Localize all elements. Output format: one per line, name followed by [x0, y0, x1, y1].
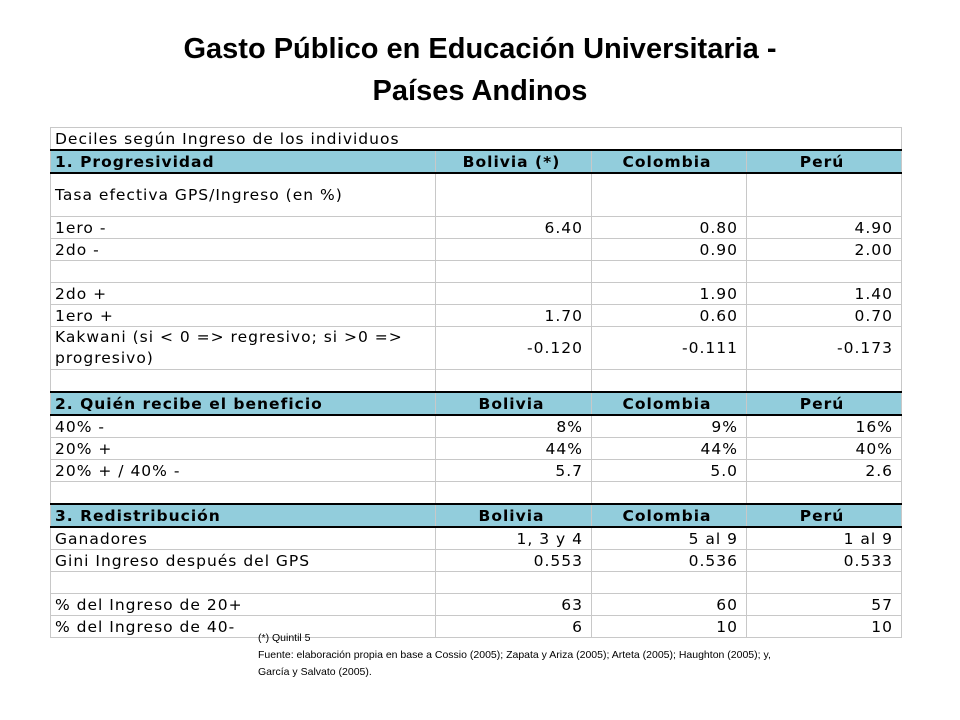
- source-note: Fuente: elaboración propia en base a Cossio (2005); Zapata y Ariza (2005); Arteta (2005); Haughton (2005); y, García y Salvato (2005).: [258, 649, 771, 678]
- table-notes: [258, 630, 778, 681]
- empty-row: [51, 572, 902, 594]
- row-label: 1ero -: [51, 217, 436, 239]
- column-header: Perú: [747, 150, 902, 173]
- table-cell: -0.120: [436, 327, 592, 370]
- table-cell: [436, 173, 592, 217]
- row-label: 20% + / 40% -: [51, 460, 436, 482]
- table-cell: [592, 261, 747, 283]
- table-cell: [747, 261, 902, 283]
- table-row: [51, 327, 902, 370]
- row-label: Tasa efectiva GPS/Ingreso (en %): [51, 173, 436, 217]
- row-label: Kakwani (si < 0 => regresivo; si >0 => progresivo): [51, 327, 436, 370]
- table-cell: [436, 239, 592, 261]
- table-cell: 4.90: [747, 217, 902, 239]
- table-cell: 0.70: [747, 305, 902, 327]
- table-cell: [592, 572, 747, 594]
- table-cell: 6: [436, 616, 592, 638]
- table-row: [51, 305, 902, 327]
- table-cell: 0.553: [436, 550, 592, 572]
- table-cell: [51, 572, 436, 594]
- title-line-1: Gasto Público en Educación Universitaria -: [183, 33, 777, 65]
- column-header: Colombia: [592, 392, 747, 415]
- slide-title: [0, 28, 960, 112]
- row-label: Gini Ingreso después del GPS: [51, 550, 436, 572]
- table-cell: 0.533: [747, 550, 902, 572]
- table-cell: 60: [592, 594, 747, 616]
- table-cell: -0.111: [592, 327, 747, 370]
- table-cell: 6.40: [436, 217, 592, 239]
- section-header-row: [51, 150, 902, 173]
- education-spending-table: [50, 127, 902, 638]
- table-cell: 0.80: [592, 217, 747, 239]
- table-cell: 5 al 9: [592, 527, 747, 550]
- table-cell: 44%: [592, 438, 747, 460]
- table-cell: 5.7: [436, 460, 592, 482]
- row-label: 1ero +: [51, 305, 436, 327]
- table-cell: [592, 482, 747, 505]
- table-row: [51, 217, 902, 239]
- table-cell: 5.0: [592, 460, 747, 482]
- column-header: Bolivia: [436, 392, 592, 415]
- column-header: Perú: [747, 392, 902, 415]
- table-cell: 0.90: [592, 239, 747, 261]
- table-cell: 1, 3 y 4: [436, 527, 592, 550]
- table-row: [51, 415, 902, 438]
- table-cell: 16%: [747, 415, 902, 438]
- table-row: [51, 527, 902, 550]
- row-label: 40% -: [51, 415, 436, 438]
- empty-row: [51, 370, 902, 393]
- row-label: % del Ingreso de 20+: [51, 594, 436, 616]
- table-cell: 1.90: [592, 283, 747, 305]
- title-line-2: Países Andinos: [372, 75, 588, 107]
- table-row: [51, 438, 902, 460]
- table-cell: 2.6: [747, 460, 902, 482]
- table-cell: [436, 572, 592, 594]
- table-cell: 40%: [747, 438, 902, 460]
- table-row: [51, 594, 902, 616]
- table-cell: 44%: [436, 438, 592, 460]
- table-cell: [51, 482, 436, 505]
- table-cell: [592, 173, 747, 217]
- empty-row: [51, 482, 902, 505]
- table-cell: 63: [436, 594, 592, 616]
- section-header-row: [51, 392, 902, 415]
- table-cell: -0.173: [747, 327, 902, 370]
- row-label: % del Ingreso de 40-: [51, 616, 436, 638]
- column-header: Perú: [747, 504, 902, 527]
- quintile-note: (*) Quintil 5: [258, 632, 311, 644]
- section-title: 1. Progresividad: [51, 150, 436, 173]
- table-caption: Deciles según Ingreso de los individuos: [51, 128, 902, 151]
- table-cell: 1.40: [747, 283, 902, 305]
- section-header-row: [51, 504, 902, 527]
- table-cell: [592, 370, 747, 393]
- table-cell: [436, 482, 592, 505]
- table-cell: 0.60: [592, 305, 747, 327]
- section-title: 3. Redistribución: [51, 504, 436, 527]
- table-cell: 10: [592, 616, 747, 638]
- table-cell: 57: [747, 594, 902, 616]
- row-label: 2do -: [51, 239, 436, 261]
- row-label: Ganadores: [51, 527, 436, 550]
- section-title: 2. Quién recibe el beneficio: [51, 392, 436, 415]
- column-header: Colombia: [592, 504, 747, 527]
- table-row: [51, 550, 902, 572]
- table-row: [51, 283, 902, 305]
- row-label: 2do +: [51, 283, 436, 305]
- table-cell: [51, 370, 436, 393]
- row-label: 20% +: [51, 438, 436, 460]
- table-caption-row: [51, 128, 902, 151]
- table-row: [51, 173, 902, 217]
- table-row: [51, 460, 902, 482]
- table-cell: [747, 572, 902, 594]
- table-cell: 0.536: [592, 550, 747, 572]
- column-header: Bolivia (*): [436, 150, 592, 173]
- column-header: Colombia: [592, 150, 747, 173]
- table-cell: [436, 370, 592, 393]
- table-cell: [747, 173, 902, 217]
- table-cell: [436, 283, 592, 305]
- table-cell: [747, 370, 902, 393]
- empty-row: [51, 261, 902, 283]
- table-cell: 8%: [436, 415, 592, 438]
- table-cell: 1.70: [436, 305, 592, 327]
- table-cell: 10: [747, 616, 902, 638]
- table-cell: [747, 482, 902, 505]
- table-cell: 1 al 9: [747, 527, 902, 550]
- column-header: Bolivia: [436, 504, 592, 527]
- table-cell: 2.00: [747, 239, 902, 261]
- table-cell: [51, 261, 436, 283]
- table-cell: 9%: [592, 415, 747, 438]
- table-row: [51, 239, 902, 261]
- table-cell: [436, 261, 592, 283]
